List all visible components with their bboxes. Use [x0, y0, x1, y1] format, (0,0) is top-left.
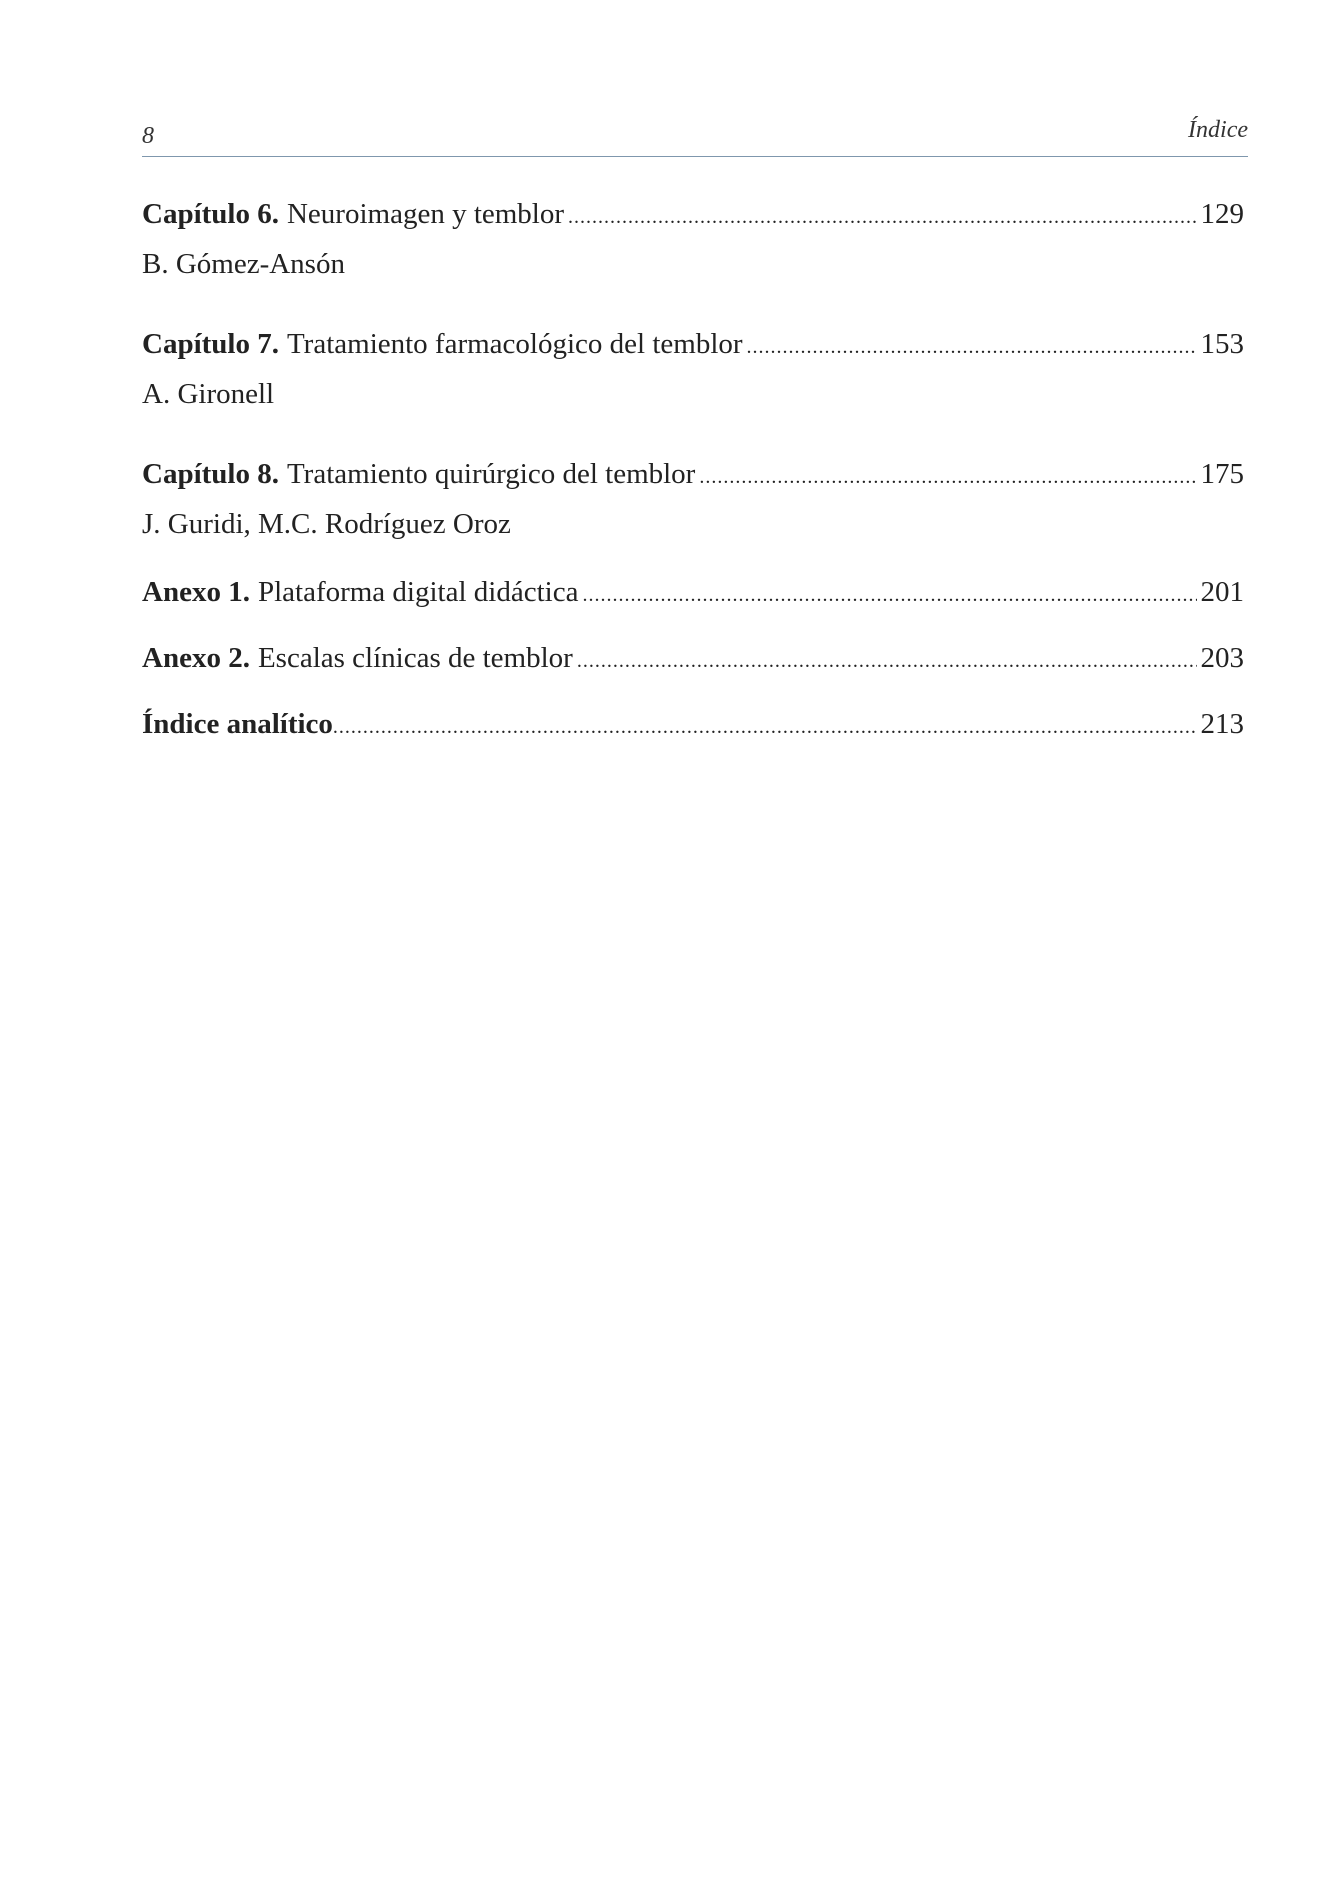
- toc-label: Capítulo 8.: [142, 458, 279, 490]
- toc-label: Anexo 2.: [142, 642, 250, 674]
- toc-title: Plataforma digital didáctica: [257, 576, 579, 608]
- toc-label: Capítulo 6.: [142, 198, 279, 230]
- toc-label: Anexo 1.: [142, 576, 250, 608]
- toc-entry-chapter-6[interactable]: [142, 195, 1244, 283]
- toc-label: Índice analítico: [142, 708, 333, 740]
- toc-entry-subject-index[interactable]: [142, 705, 1244, 743]
- toc-line: [142, 705, 1244, 743]
- toc-page-number: 175: [1200, 458, 1244, 490]
- toc-label: Capítulo 7.: [142, 328, 279, 360]
- toc-page-number: 213: [1200, 708, 1244, 740]
- toc-title: Neuroimagen y temblor: [286, 198, 565, 230]
- toc-page-number: 201: [1200, 576, 1244, 608]
- toc-page-number: 203: [1200, 642, 1244, 674]
- toc-line: [142, 573, 1244, 611]
- toc-authors: A. Gironell: [142, 378, 275, 410]
- toc-title: Tratamiento quirúrgico del temblor: [286, 458, 696, 490]
- toc-entry-annex-2[interactable]: [142, 639, 1244, 677]
- dot-leader: [582, 573, 1196, 614]
- toc-line: [142, 195, 1244, 233]
- table-of-contents: [142, 195, 1244, 743]
- toc-entry-chapter-7[interactable]: [142, 325, 1244, 413]
- toc-title: Escalas clínicas de temblor: [257, 642, 573, 674]
- toc-title: Tratamiento farmacológico del temblor: [286, 328, 743, 360]
- dot-leader: [568, 195, 1196, 236]
- dot-leader: [333, 705, 1197, 746]
- toc-page-number: 129: [1200, 198, 1244, 230]
- page-number: 8: [142, 123, 154, 149]
- toc-authors: B. Gómez-Ansón: [142, 248, 345, 280]
- dot-leader: [577, 639, 1197, 680]
- running-head: [142, 116, 1248, 154]
- toc-line: [142, 639, 1244, 677]
- dot-leader: [747, 325, 1197, 366]
- toc-entry-chapter-8[interactable]: [142, 455, 1244, 543]
- header-divider: [142, 156, 1248, 157]
- toc-entry-annex-1[interactable]: [142, 573, 1244, 611]
- toc-page-number: 153: [1200, 328, 1244, 360]
- toc-line: [142, 455, 1244, 493]
- section-title: Índice: [1188, 117, 1248, 143]
- dot-leader: [699, 455, 1196, 496]
- toc-line: [142, 325, 1244, 363]
- toc-authors: J. Guridi, M.C. Rodríguez Oroz: [142, 508, 511, 540]
